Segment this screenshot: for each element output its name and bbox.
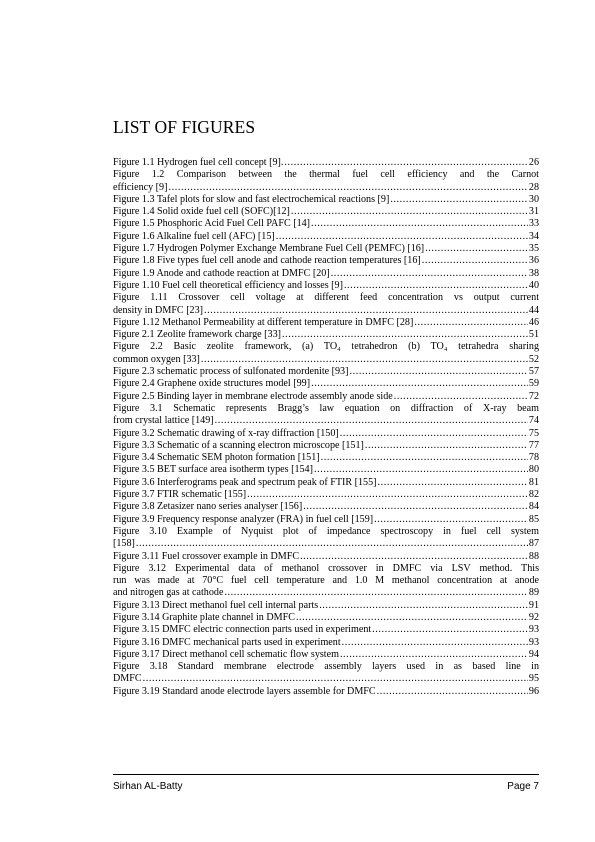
figure-page-number: 85 — [528, 513, 539, 525]
figure-entry[interactable] — [113, 255, 539, 267]
figure-page-number: 34 — [528, 230, 539, 242]
figure-entry[interactable] — [113, 243, 539, 255]
figure-page-number: 59 — [528, 378, 539, 390]
dot-leader — [390, 194, 528, 206]
figure-caption: Figure 1.10 Fuel cell theoretical efficiency and losses [9] — [113, 279, 343, 291]
figure-caption: efficiency [9] — [113, 181, 168, 193]
figure-entry[interactable] — [113, 218, 539, 230]
figure-caption: Figure 1.9 Anode and cathode reaction at DMFC [20] — [113, 267, 330, 279]
figure-entry[interactable] — [113, 501, 539, 513]
figure-caption: Figure 3.3 Schematic of a scanning electron microscope [151] — [113, 439, 364, 451]
figure-caption: from crystal lattice [149] — [113, 415, 214, 427]
figure-page-number: 38 — [528, 267, 539, 279]
figure-entry[interactable] — [113, 206, 539, 218]
figure-caption: Figure 1.11 Crossover cell voltage at different feed concentration vs output current — [113, 292, 539, 304]
figure-entry[interactable] — [113, 551, 539, 563]
figure-page-number: 52 — [528, 353, 539, 365]
dot-leader — [374, 514, 528, 526]
figure-caption: Figure 3.14 Graphite plate channel in DMFC — [113, 611, 295, 623]
dot-leader — [425, 243, 528, 255]
figure-caption: Figure 3.7 FTIR schematic [155] — [113, 489, 247, 501]
figure-page-number: 74 — [528, 415, 539, 427]
figure-entry[interactable] — [113, 378, 539, 390]
figure-page-number: 87 — [528, 538, 539, 550]
figure-caption: Figure 3.13 Direct methanol fuel cell internal parts — [113, 599, 319, 611]
figure-caption-block — [113, 169, 539, 181]
dot-leader — [136, 538, 528, 550]
dot-leader — [282, 329, 528, 341]
figure-page-number: 72 — [528, 390, 539, 402]
figure-entry[interactable] — [113, 563, 539, 600]
figure-caption-block — [113, 292, 539, 304]
figure-page-number: 88 — [528, 550, 539, 562]
dot-leader — [143, 673, 528, 685]
footer-divider — [113, 774, 539, 775]
figure-page-number: 93 — [528, 624, 539, 636]
dot-leader — [311, 218, 528, 230]
figure-page-number: 78 — [528, 452, 539, 464]
figure-caption: Figure 3.16 DMFC mechanical parts used in experiment — [113, 636, 341, 648]
figure-entry[interactable] — [113, 157, 539, 169]
figure-page-number: 84 — [528, 501, 539, 513]
figure-caption: Figure 3.11 Fuel crossover example in DMFC — [113, 550, 300, 562]
figure-page-number: 92 — [528, 611, 539, 623]
figure-caption: Figure 1.7 Hydrogen Polymer Exchange Membrane Fuel Cell (PEMFC) [16] — [113, 243, 425, 255]
figure-caption: Figure 1.1 Hydrogen fuel cell concept [9]. — [113, 157, 284, 168]
figure-caption: Figure 3.9 Frequency response analyzer (FRA) in fuel cell [159] — [113, 513, 374, 525]
figure-entry[interactable] — [113, 649, 539, 661]
figure-caption: Figure 3.10 Example of Nyquist plot of impedance spectroscopy in fuel cell system — [113, 525, 539, 537]
figure-entry[interactable] — [113, 317, 539, 329]
figure-page-number: 57 — [528, 366, 539, 378]
figure-caption: DMFC — [113, 673, 142, 685]
footer-page-number: Page 7 — [507, 781, 539, 792]
figure-page-number: 94 — [528, 648, 539, 660]
figure-page-number: 89 — [528, 587, 539, 599]
dot-leader — [201, 354, 528, 366]
figure-page-number: 26 — [528, 157, 539, 168]
figure-page-number: 44 — [528, 304, 539, 316]
figure-page-number: 30 — [528, 193, 539, 205]
figure-caption: Figure 3.6 Interferograms peak and spectrum peak of FTIR [155] — [113, 476, 377, 488]
figure-entry[interactable] — [113, 391, 539, 403]
figure-caption: Figure 2.1 Zeolite framework charge [33] — [113, 329, 281, 341]
figure-page-number: 46 — [528, 316, 539, 328]
dot-leader — [247, 489, 528, 501]
figure-entry[interactable] — [113, 526, 539, 551]
figure-caption: [158] — [113, 538, 135, 550]
dot-leader — [394, 391, 528, 403]
dot-leader — [340, 428, 528, 440]
figure-page-number: 36 — [528, 255, 539, 267]
figure-page-number: 33 — [528, 218, 539, 230]
dot-leader — [300, 551, 528, 563]
dot-leader — [372, 624, 528, 636]
dot-leader — [284, 157, 527, 169]
dot-leader — [215, 415, 528, 427]
figure-entry[interactable] — [113, 489, 539, 501]
figure-entry[interactable] — [113, 428, 539, 440]
figure-entry[interactable] — [113, 329, 539, 341]
figure-page-number: 95 — [528, 673, 539, 685]
dot-leader — [414, 317, 528, 329]
figure-caption: Figure 1.3 Tafel plots for slow and fast electrochemical reactions [9] — [113, 193, 390, 205]
figure-page-number: 51 — [528, 329, 539, 341]
dot-leader — [377, 686, 528, 698]
figure-list — [113, 157, 539, 698]
dot-leader — [365, 440, 528, 452]
figure-caption: Figure 3.12 Experimental data of methanol crossover in DMFC via LSV method. This — [113, 562, 539, 574]
figure-page-number: 35 — [528, 243, 539, 255]
figure-caption: Figure 1.12 Methanol Permeability at different temperature in DMFC [28] — [113, 316, 414, 328]
figure-entry[interactable] — [113, 194, 539, 206]
figure-caption: Figure 3.1 Schematic represents Bragg’s law equation on diffraction of X-ray beam — [113, 402, 539, 414]
figure-caption: Figure 2.5 Binding layer in membrane electrode assembly anode side — [113, 390, 393, 402]
figure-page-number: 96 — [528, 685, 539, 697]
figure-entry[interactable] — [113, 661, 539, 686]
figure-page-number: 91 — [528, 599, 539, 611]
figure-caption: Figure 1.8 Five types fuel cell anode and cathode reaction temperatures [16] — [113, 255, 421, 267]
dot-leader — [344, 280, 528, 292]
figure-page-number: 93 — [528, 636, 539, 648]
figure-caption: and nitrogen gas at cathode — [113, 587, 224, 599]
figure-caption-block — [113, 661, 539, 673]
figure-page-number: 82 — [528, 489, 539, 501]
dot-leader — [296, 612, 528, 624]
dot-leader — [224, 587, 527, 599]
figure-caption: Figure 3.2 Schematic drawing of x-ray diffraction [150] — [113, 427, 339, 439]
figure-caption-block — [113, 563, 539, 588]
figure-entry[interactable] — [113, 452, 539, 464]
figure-caption: Figure 3.5 BET surface area isotherm types [154] — [113, 464, 313, 476]
figure-entry[interactable] — [113, 341, 539, 366]
figure-entry[interactable] — [113, 624, 539, 636]
figure-entry[interactable] — [113, 440, 539, 452]
figure-entry[interactable] — [113, 268, 539, 280]
dot-leader — [314, 464, 528, 476]
figure-entry[interactable] — [113, 231, 539, 243]
figure-entry[interactable] — [113, 169, 539, 194]
figure-entry[interactable] — [113, 637, 539, 649]
figure-caption: density in DMFC [23] — [113, 304, 204, 316]
dot-leader — [377, 477, 527, 489]
figure-caption: Figure 3.19 Standard anode electrode layers assemble for DMFC — [113, 685, 376, 697]
figure-entry[interactable] — [113, 292, 539, 317]
figure-page-number: 75 — [528, 427, 539, 439]
figure-page-number: 28 — [528, 181, 539, 193]
figure-caption: Figure 3.17 Direct methanol cell schematic flow system — [113, 648, 339, 660]
figure-entry[interactable] — [113, 403, 539, 428]
dot-leader — [331, 268, 528, 280]
figure-page-number: 80 — [528, 464, 539, 476]
dot-leader — [276, 231, 528, 243]
figure-caption: Figure 3.15 DMFC electric connection parts used in experiment — [113, 624, 372, 636]
figure-caption: Figure 2.4 Graphene oxide structures model [99] — [113, 378, 311, 390]
figure-caption: Figure 3.4 Schematic SEM photon formation [151] — [113, 452, 320, 464]
dot-leader — [303, 501, 528, 513]
figure-page-number: 31 — [528, 206, 539, 218]
figure-caption: Figure 3.8 Zetasizer nano series analyser [156] — [113, 501, 303, 513]
figure-caption-block — [113, 341, 539, 353]
dot-leader — [204, 305, 528, 317]
dot-leader — [291, 206, 528, 218]
figure-page-number: 81 — [528, 476, 539, 488]
figure-caption: run was made at 70°C fuel cell temperature and 1.0 M methanol concentration at anode — [113, 575, 539, 587]
figure-page-number: 77 — [528, 439, 539, 451]
figure-entry[interactable] — [113, 600, 539, 612]
figure-page-number: 40 — [528, 279, 539, 291]
dot-leader — [168, 182, 527, 194]
figure-caption-block — [113, 403, 539, 415]
figure-caption: Figure 3.18 Standard membrane electrode assembly layers used in as based line in — [113, 661, 539, 673]
figure-entry[interactable] — [113, 514, 539, 526]
dot-leader — [319, 600, 528, 612]
dot-leader — [349, 366, 527, 378]
figure-caption: Figure 1.4 Solid oxide fuel cell (SOFC)[12] — [113, 206, 290, 218]
figure-caption: Figure 1.2 Comparison between the thermal fuel cell efficiency and the Carnot — [113, 169, 539, 181]
dot-leader — [311, 378, 528, 390]
figure-entry[interactable] — [113, 366, 539, 378]
dot-leader — [342, 637, 528, 649]
footer-author: Sirhan AL-Batty — [113, 781, 183, 792]
figure-entry[interactable] — [113, 477, 539, 489]
figure-entry[interactable] — [113, 612, 539, 624]
figure-caption-block — [113, 526, 539, 538]
figure-caption: Figure 2.2 Basic zeolite framework, (a) TO₄ tetrahedron (b) TO₄ tetrahedra sharing — [113, 341, 539, 353]
dot-leader — [321, 452, 528, 464]
figure-caption: common oxygen [33] — [113, 353, 200, 365]
page-footer — [113, 781, 539, 792]
figure-entry[interactable] — [113, 686, 539, 698]
dot-leader — [340, 649, 528, 661]
figure-caption: Figure 1.6 Alkaline fuel cell (AFC) [15] — [113, 230, 275, 242]
figure-entry[interactable] — [113, 464, 539, 476]
dot-leader — [422, 255, 528, 267]
page-title: LIST OF FIGURES — [113, 117, 256, 137]
figure-caption: Figure 1.5 Phosphoric Acid Fuel Cell PAFC [14] — [113, 218, 311, 230]
figure-entry[interactable] — [113, 280, 539, 292]
figure-caption: Figure 2.3 schematic process of sulfonated mordenite [93] — [113, 366, 349, 378]
